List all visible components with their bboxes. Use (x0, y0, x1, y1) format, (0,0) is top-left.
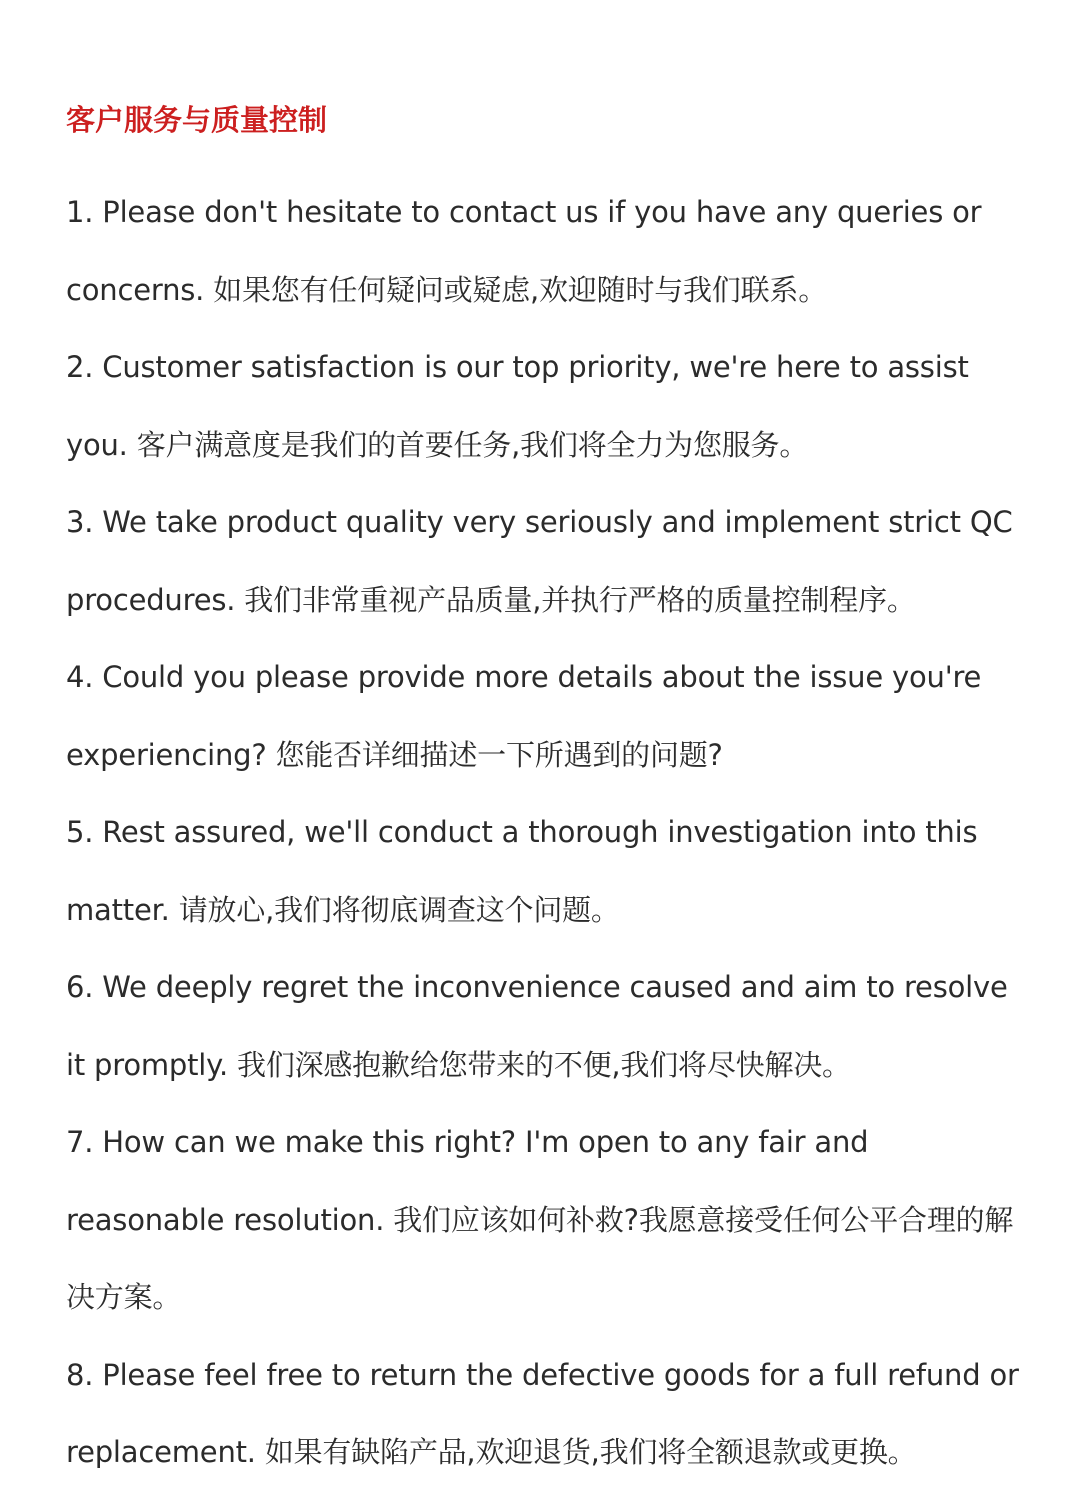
list-item: 1. Please don't hesitate to contact us if you have any queries or concerns. 如果您有任何疑问或疑虑,欢迎随时与我们联系。 (66, 195, 982, 307)
list-item: 8. Please feel free to return the defective goods for a full refund or replacement. 如果有缺陷产品,欢迎退货,我们将全额退款或更换。 (66, 1357, 1019, 1469)
list-item: 3. We take product quality very seriously and implement strict QC procedures. 我们非常重视产品质量,并执行严格的质量控制程序。 (66, 505, 1013, 617)
list-item: 4. Could you please provide more details about the issue you're experiencing? 您能否详细描述一下所遇到的问题? (66, 660, 982, 772)
page-title: 客户服务与质量控制 (66, 103, 328, 137)
phrase-list (66, 174, 1026, 1492)
list-item: 5. Rest assured, we'll conduct a thorough investigation into this matter. 请放心,我们将彻底调查这个问题。 (66, 815, 978, 927)
document-body (66, 96, 1026, 1492)
list-item: 6. We deeply regret the inconvenience caused and aim to resolve it promptly. 我们深感抱歉给您带来的不便,我们将尽快解决。 (66, 970, 1008, 1082)
list-item: 7. How can we make this right? I'm open to any fair and reasonable resolution. 我们应该如何补救?我愿意接受任何公平合理的解决方案。 (66, 1125, 1014, 1314)
list-item: 2. Customer satisfaction is our top priority, we're here to assist you. 客户满意度是我们的首要任务,我们将全力为您服务。 (66, 350, 969, 462)
